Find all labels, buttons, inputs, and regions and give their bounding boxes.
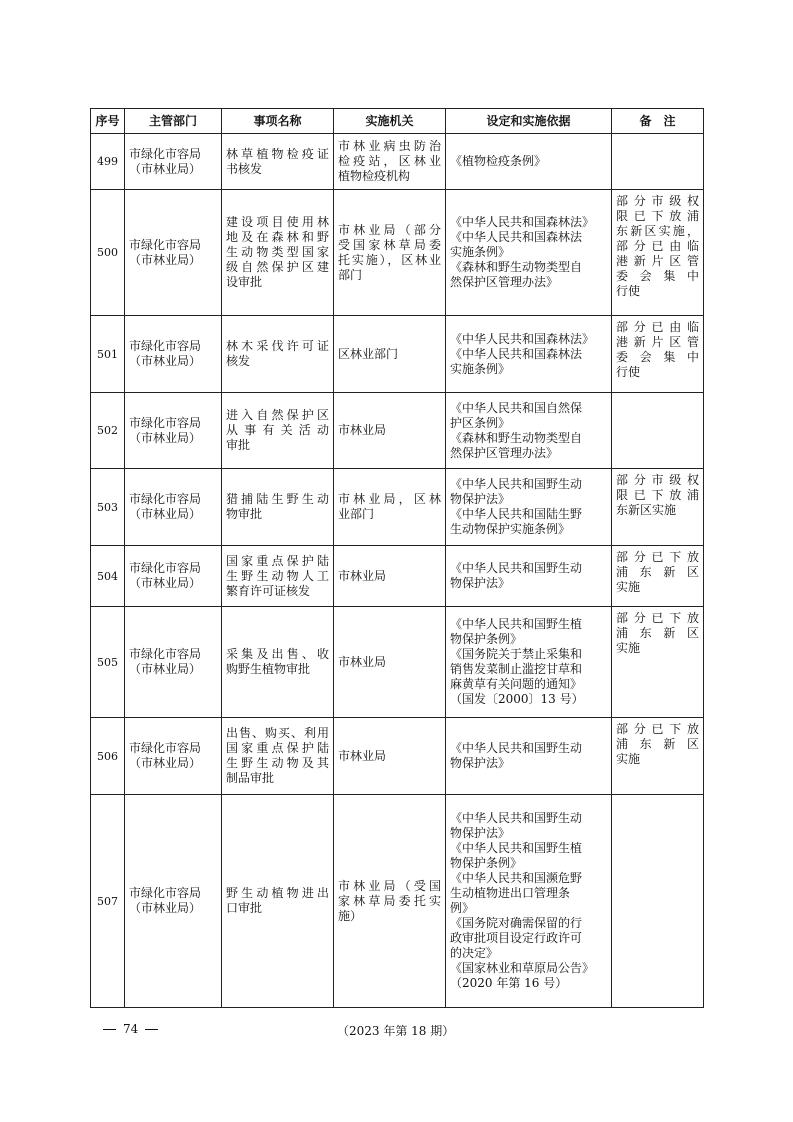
table-header-row xyxy=(91,109,704,134)
cell-text-line: 《中华人民共和国野生动 xyxy=(450,811,583,825)
table-row xyxy=(91,795,704,1008)
cell-text-line: 《森林和野生动物类型自 xyxy=(450,260,583,274)
table-row xyxy=(91,190,704,316)
cell-text-line: 部分已由临 xyxy=(616,320,699,334)
agency-cell xyxy=(334,718,446,795)
cell-text-line: 林草植物检疫证 xyxy=(226,146,329,161)
cell-text-line: 审批 xyxy=(226,438,251,452)
department-cell xyxy=(125,316,222,393)
item-name-cell xyxy=(222,607,334,718)
header-legal-basis: 设定和实施依据 xyxy=(446,109,612,134)
cell-text-line: 市林业局 xyxy=(338,654,387,669)
agency-cell xyxy=(334,546,446,607)
header-remarks: 备 注 xyxy=(612,109,704,134)
department-cell xyxy=(125,718,222,795)
table-row xyxy=(91,469,704,546)
cell-text-line: （市林业局） xyxy=(129,901,202,915)
cell-text-line: 部分已由临 xyxy=(616,239,699,253)
cell-text-line: 部分市级权 xyxy=(616,194,699,208)
serial-number-cell: 503 xyxy=(91,469,125,546)
serial-number-cell: 500 xyxy=(91,190,125,316)
cell-text-line: 生动物类型国家 xyxy=(226,245,329,259)
cell-text-line: 猎捕陆生野生动 xyxy=(226,492,329,506)
cell-text-line: 例》 xyxy=(450,901,475,915)
issue-label: （2023 年第 18 期） xyxy=(337,1024,455,1038)
serial-number-cell: 502 xyxy=(91,393,125,469)
department-cell xyxy=(125,469,222,546)
basis-cell xyxy=(446,134,612,190)
cell-text-line: 物保护法》 xyxy=(450,492,511,506)
header-department: 主管部门 xyxy=(125,109,222,134)
cell-text-line: 《中华人民共和国野生动 xyxy=(450,741,583,755)
cell-text-line: 物保护法》 xyxy=(450,576,511,590)
cell-text-line: 护区条例》 xyxy=(450,415,511,430)
item-name-cell xyxy=(222,718,334,795)
cell-text-line: 生动植物进出口管理条 xyxy=(450,886,571,900)
department-cell xyxy=(125,134,222,190)
cell-text-line: 部分已下放 xyxy=(616,611,699,625)
cell-text-line: 浦东新区 xyxy=(616,565,699,579)
cell-text-line: 业部门 xyxy=(338,507,375,521)
cell-text-line: 然保护区管理办法》 xyxy=(450,275,559,289)
cell-text-line: 市绿化市容局 xyxy=(129,237,202,252)
cell-text-line: 级自然保护区建 xyxy=(226,260,329,274)
dash-left-icon xyxy=(103,1029,116,1031)
cell-text-line: 制品审批 xyxy=(226,771,275,785)
table-row xyxy=(91,546,704,607)
cell-text-line: 市绿化市容局 xyxy=(129,647,202,661)
cell-text-line: 设审批 xyxy=(226,275,263,289)
cell-text-line: （市林业局） xyxy=(129,161,202,176)
cell-text-line: 《国家林业和草原局公告》 xyxy=(450,961,595,975)
cell-text-line: 市林业局 xyxy=(338,423,387,437)
cell-text-line: 部门 xyxy=(338,267,363,282)
item-name-cell xyxy=(222,795,334,1008)
agency-cell xyxy=(334,316,446,393)
cell-text-line: 《中华人民共和国自然保 xyxy=(450,400,583,415)
cell-text-line: 市林业局（受国 xyxy=(338,878,441,893)
cell-text-line: 《森林和野生动物类型自 xyxy=(450,430,583,445)
cell-text-line: 物保护条例》 xyxy=(450,856,523,870)
cell-text-line: 限已下放浦 xyxy=(616,209,699,223)
remark-cell xyxy=(612,546,704,607)
serial-number-cell: 504 xyxy=(91,546,125,607)
agency-cell xyxy=(334,795,446,1008)
cell-text-line: 家林草局委托实 xyxy=(338,893,441,908)
cell-text-line: 政审批项目设定行政许可 xyxy=(450,931,583,945)
remark-cell xyxy=(612,393,704,469)
cell-text-line: 购野生植物审批 xyxy=(226,662,311,676)
cell-text-line: 繁育许可证核发 xyxy=(226,583,311,598)
table-row xyxy=(91,718,704,795)
cell-text-line: 市林业局，区林 xyxy=(338,492,441,506)
table-row xyxy=(91,134,704,190)
header-implementing-agency: 实施机关 xyxy=(334,109,446,134)
cell-text-line: 出售、购买、利用 xyxy=(226,726,329,740)
header-serial-number: 序号 xyxy=(91,109,125,134)
item-name-cell xyxy=(222,469,334,546)
cell-text-line: 市绿化市容局 xyxy=(129,415,202,430)
cell-text-line: 委会集中 xyxy=(616,269,699,283)
cell-text-line: 港新片区管 xyxy=(616,254,699,268)
department-cell xyxy=(125,393,222,469)
cell-text-line: 市林业局 xyxy=(338,748,387,763)
cell-text-line: 《植物检疫条例》 xyxy=(450,154,547,168)
basis-cell xyxy=(446,316,612,393)
department-cell xyxy=(125,795,222,1008)
cell-text-line: （市林业局） xyxy=(129,252,202,267)
basis-cell xyxy=(446,795,612,1008)
table-row xyxy=(91,607,704,718)
cell-text-line: 施） xyxy=(338,908,363,923)
cell-text-line: 港新片区管 xyxy=(616,335,699,349)
cell-text-line: （市林业局） xyxy=(129,354,202,368)
cell-text-line: 实施 xyxy=(616,580,641,594)
serial-number-cell: 499 xyxy=(91,134,125,190)
cell-text-line: 《国务院对确需保留的行 xyxy=(450,916,583,930)
cell-text-line: 浦东新区 xyxy=(616,737,699,751)
cell-text-line: 《中华人民共和国野生植 xyxy=(450,617,583,631)
cell-text-line: 林木采伐许可证 xyxy=(226,339,329,353)
cell-text-line: 物保护条例》 xyxy=(450,632,523,646)
cell-text-line: 市绿化市容局 xyxy=(129,561,202,575)
cell-text-line: 市绿化市容局 xyxy=(129,339,202,353)
basis-cell xyxy=(446,718,612,795)
cell-text-line: 限已下放浦 xyxy=(616,488,699,502)
cell-text-line: 《中华人民共和国濒危野 xyxy=(450,871,583,885)
remark-cell xyxy=(612,718,704,795)
cell-text-line: （国发〔2000〕13 号） xyxy=(450,692,584,706)
agency-cell xyxy=(334,469,446,546)
cell-text-line: 浦东新区 xyxy=(616,626,699,640)
remark-cell xyxy=(612,190,704,316)
item-name-cell xyxy=(222,134,334,190)
cell-text-line: （2020 年第 16 号） xyxy=(450,976,568,990)
cell-text-line: 市林业局 xyxy=(338,568,387,583)
cell-text-line: 物审批 xyxy=(226,507,263,521)
remark-cell xyxy=(612,134,704,190)
cell-text-line: 实施 xyxy=(616,641,641,655)
basis-cell xyxy=(446,393,612,469)
agency-cell xyxy=(334,190,446,316)
cell-text-line: 行使 xyxy=(616,284,641,298)
remark-cell xyxy=(612,607,704,718)
cell-text-line: 《中华人民共和国野生动 xyxy=(450,561,583,575)
cell-text-line: 市绿化市容局 xyxy=(129,741,202,755)
remark-cell xyxy=(612,795,704,1008)
cell-text-line: 部分已下放 xyxy=(616,550,699,564)
serial-number-cell: 506 xyxy=(91,718,125,795)
cell-text-line: 生动物保护实施条例》 xyxy=(450,522,571,536)
header-item-name: 事项名称 xyxy=(222,109,334,134)
cell-text-line: （市林业局） xyxy=(129,662,202,676)
cell-text-line: （市林业局） xyxy=(129,507,202,521)
cell-text-line: 《中华人民共和国森林法》 xyxy=(450,331,595,346)
cell-text-line: 托实施），区林业 xyxy=(338,252,441,267)
cell-text-line: 委会集中 xyxy=(616,350,699,364)
serial-number-cell: 501 xyxy=(91,316,125,393)
agency-cell xyxy=(334,134,446,190)
remark-cell xyxy=(612,469,704,546)
cell-text-line: 植物检疫机构 xyxy=(338,169,411,183)
basis-cell xyxy=(446,546,612,607)
cell-text-line: 实施条例》 xyxy=(450,245,511,259)
cell-text-line: 书核发 xyxy=(226,161,263,176)
cell-text-line: 市林业局（部分 xyxy=(338,222,441,237)
cell-text-line: 野生动植物进出 xyxy=(226,886,329,900)
serial-number-cell: 505 xyxy=(91,607,125,718)
cell-text-line: 国家重点保护陆 xyxy=(226,553,329,568)
cell-text-line: 东新区实施 xyxy=(616,503,677,517)
item-name-cell xyxy=(222,546,334,607)
cell-text-line: （市林业局） xyxy=(129,430,202,445)
page-number xyxy=(96,1022,165,1036)
agency-cell xyxy=(334,607,446,718)
cell-text-line: 东新区实施， xyxy=(616,224,699,238)
cell-text-line: 的决定》 xyxy=(450,946,499,960)
cell-text-line: 检疫站，区林业 xyxy=(338,154,441,168)
page-number-value: 74 xyxy=(123,1022,139,1036)
cell-text-line: 《国务院关于禁止采集和 xyxy=(450,647,583,661)
cell-text-line: 行使 xyxy=(616,365,641,379)
serial-number-cell: 507 xyxy=(91,795,125,1008)
cell-text-line: 物保护法》 xyxy=(450,756,511,770)
department-cell xyxy=(125,190,222,316)
cell-text-line: 市绿化市容局 xyxy=(129,492,202,506)
basis-cell xyxy=(446,469,612,546)
table-row xyxy=(91,393,704,469)
cell-text-line: （市林业局） xyxy=(129,576,202,590)
cell-text-line: 部分已下放 xyxy=(616,722,699,736)
cell-text-line: 实施 xyxy=(616,752,641,766)
cell-text-line: 区林业部门 xyxy=(338,346,399,361)
remark-cell xyxy=(612,316,704,393)
cell-text-line: 实施条例》 xyxy=(450,361,511,376)
item-name-cell xyxy=(222,316,334,393)
item-name-cell xyxy=(222,190,334,316)
approval-items-table xyxy=(90,108,704,1008)
cell-text-line: 市绿化市容局 xyxy=(129,146,202,161)
cell-text-line: 核发 xyxy=(226,354,251,368)
cell-text-line: 物保护法》 xyxy=(450,826,511,840)
cell-text-line: 《中华人民共和国野生植 xyxy=(450,841,583,855)
cell-text-line: 国家重点保护陆 xyxy=(226,741,329,755)
item-name-cell xyxy=(222,393,334,469)
cell-text-line: 《中华人民共和国森林法 xyxy=(450,346,583,361)
department-cell xyxy=(125,607,222,718)
cell-text-line: 生野生动物及其 xyxy=(226,756,329,770)
cell-text-line: 地及在森林和野 xyxy=(226,230,329,244)
cell-text-line: 从事有关活动 xyxy=(226,423,329,437)
cell-text-line: （市林业局） xyxy=(129,756,202,770)
basis-cell xyxy=(446,607,612,718)
cell-text-line: 《中华人民共和国陆生野 xyxy=(450,507,583,521)
cell-text-line: 口审批 xyxy=(226,901,263,915)
cell-text-line: 采集及出售、收 xyxy=(226,647,329,661)
cell-text-line: 受国家林草局委 xyxy=(338,237,441,252)
cell-text-line: 市林业病虫防治 xyxy=(338,139,441,153)
cell-text-line: 销售发菜制止滥挖甘草和 xyxy=(450,662,583,676)
cell-text-line: 市绿化市容局 xyxy=(129,886,202,900)
agency-cell xyxy=(334,393,446,469)
dash-right-icon xyxy=(145,1029,158,1031)
cell-text-line: 生野生动物人工 xyxy=(226,568,329,583)
cell-text-line: 建设项目使用林 xyxy=(226,215,329,229)
cell-text-line: 《中华人民共和国野生动 xyxy=(450,477,583,491)
basis-cell xyxy=(446,190,612,316)
cell-text-line: 进入自然保护区 xyxy=(226,408,329,422)
cell-text-line: 部分市级权 xyxy=(616,473,699,487)
cell-text-line: 然保护区管理办法》 xyxy=(450,445,559,460)
cell-text-line: 《中华人民共和国森林法 xyxy=(450,230,583,244)
cell-text-line: 麻黄草有关问题的通知》 xyxy=(450,677,583,691)
cell-text-line: 《中华人民共和国森林法》 xyxy=(450,215,595,229)
table-row xyxy=(91,316,704,393)
department-cell xyxy=(125,546,222,607)
